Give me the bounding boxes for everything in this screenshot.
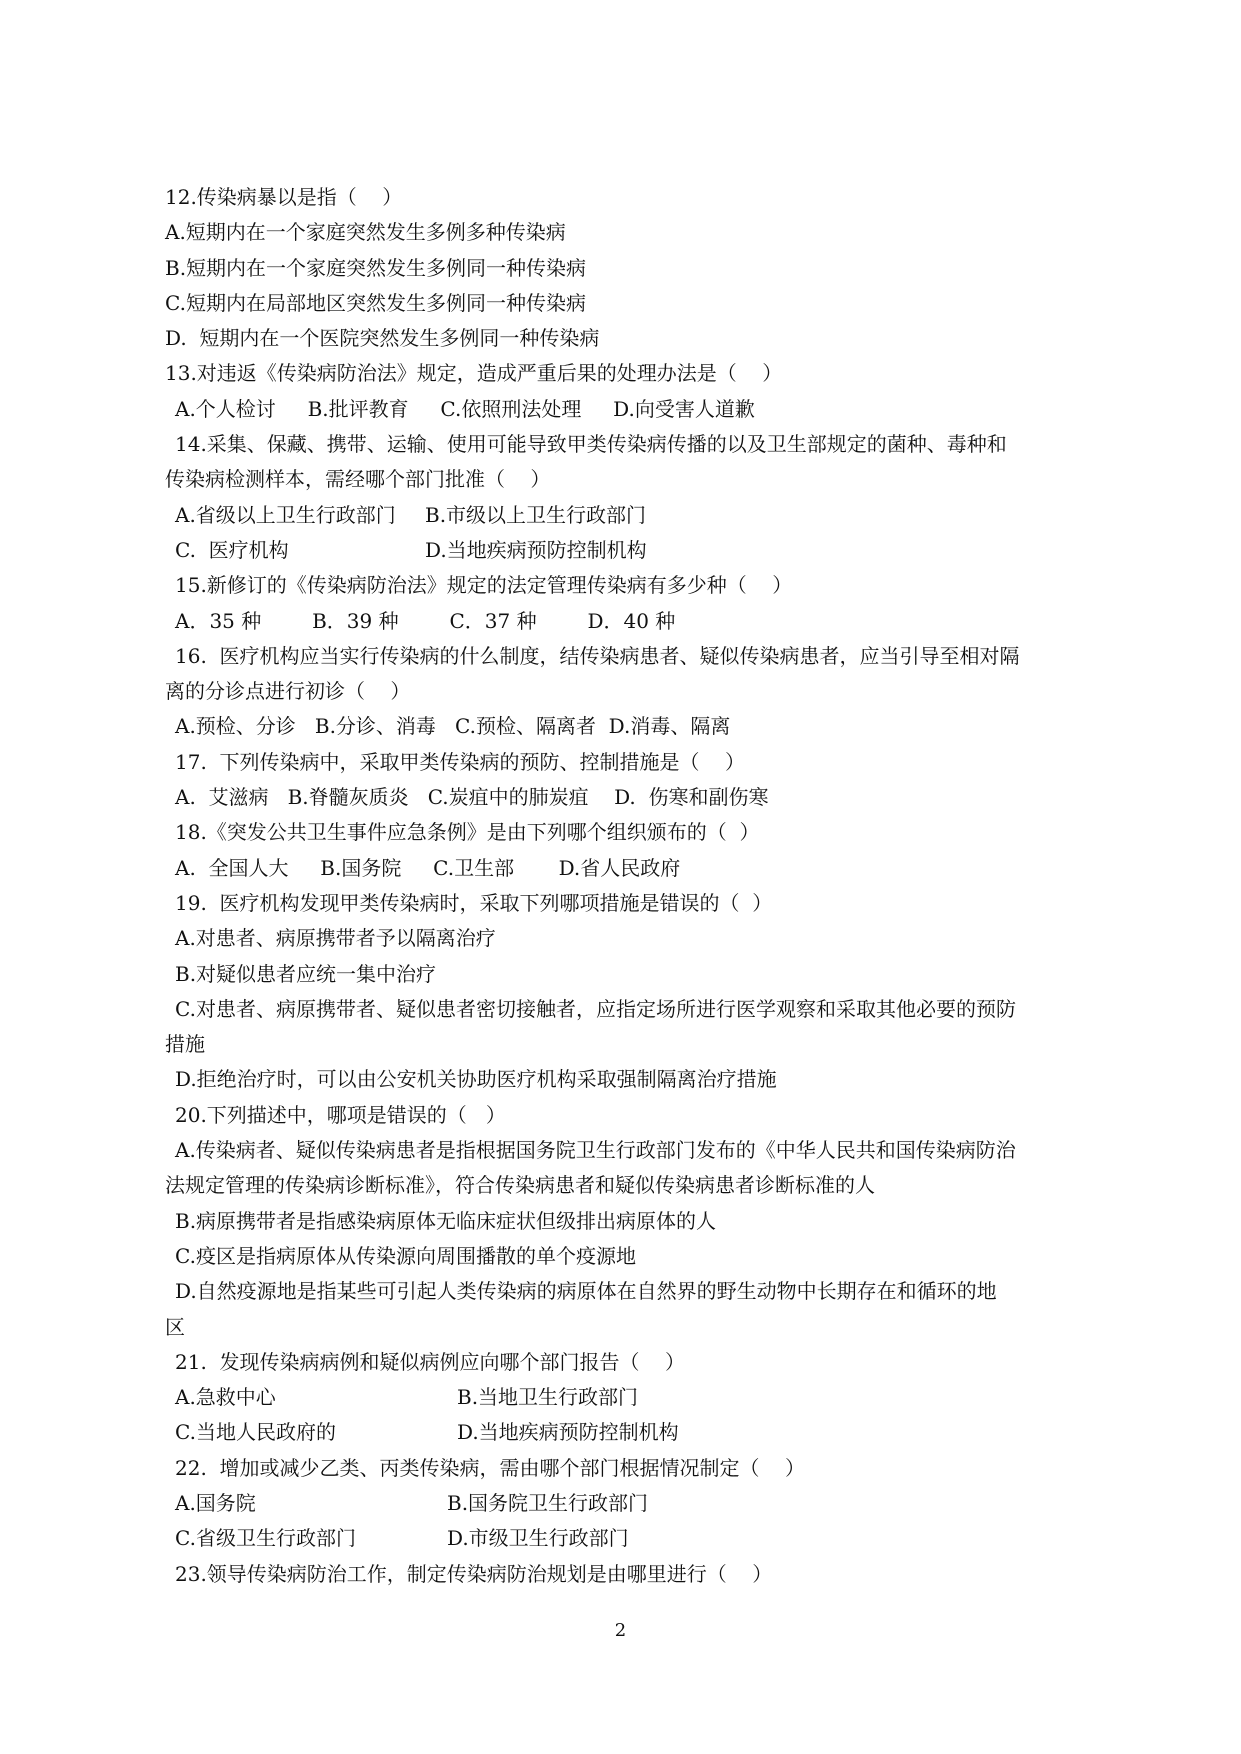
question-14-option-c: C. 医疗机构 <box>175 537 289 562</box>
question-21-options-row-2 <box>165 1415 1095 1450</box>
question-14-stem-line-2: 传染病检测样本，需经哪个部门批准（ ） <box>165 467 551 492</box>
question-18-stem: 18.《突发公共卫生事件应急条例》是由下列哪个组织颁布的（ ） <box>175 820 760 845</box>
question-21-option-a: A.急救中心 <box>175 1385 276 1410</box>
question-12-option-b: B.短期内在一个家庭突然发生多例同一种传染病 <box>165 255 587 280</box>
question-22-option-d: D.市级卫生行政部门 <box>447 1526 629 1551</box>
question-20-option-c: C.疫区是指病原体从传染源向周围播散的单个疫源地 <box>175 1243 636 1268</box>
question-18-options: A. 全国人大 B.国务院 C.卫生部 D.省人民政府 <box>175 855 681 880</box>
question-20-stem: 20.下列描述中，哪项是错误的（ ） <box>175 1102 506 1127</box>
question-15-options: A．35 种 B．39 种 C．37 种 D．40 种 <box>175 608 676 633</box>
question-12-stem: 12.传染病暴以是指（ ） <box>165 185 403 209</box>
question-19-stem: 19. 医疗机构发现甲类传染病时，采取下列哪项措施是错误的（ ） <box>175 890 773 915</box>
question-14-stem-line-1: 14.采集、保藏、携带、运输、使用可能导致甲类传染病传播的以及卫生部规定的菌种、毒种和 <box>175 432 1007 457</box>
question-20-option-a-line-2: 法规定管理的传染病诊断标准》，符合传染病患者和疑似传染病患者诊断标准的人 <box>165 1173 875 1198</box>
question-16-options: A.预检、分诊 B.分诊、消毒 C.预检、隔离者 D.消毒、隔离 <box>175 714 731 739</box>
question-14-option-d: D.当地疾病预防控制机构 <box>425 537 647 562</box>
question-15-stem: 15.新修订的《传染病防治法》规定的法定管理传染病有多少种（ ） <box>175 573 793 598</box>
question-16-stem-line-2: 离的分诊点进行初诊（ ） <box>165 679 411 704</box>
question-20-option-d-line-1: D.自然疫源地是指某些可引起人类传染病的病原体在自然界的野生动物中长期存在和循环的地 <box>175 1279 997 1304</box>
question-list <box>165 180 1095 1592</box>
question-17-options: A. 艾滋病 B.脊髓灰质炎 C.炭疽中的肺炭疽 D. 伤寒和副伤寒 <box>175 785 769 810</box>
question-13-options: A.个人检讨 B.批评教育 C.依照刑法处理 D.向受害人道歉 <box>175 396 755 421</box>
question-22-options-row-1 <box>165 1486 1095 1521</box>
question-21-option-b: B.当地卫生行政部门 <box>457 1385 639 1410</box>
question-22-option-b: B.国务院卫生行政部门 <box>447 1490 649 1515</box>
question-22-option-c: C.省级卫生行政部门 <box>175 1526 356 1551</box>
question-23-stem: 23.领导传染病防治工作，制定传染病防治规划是由哪里进行（ ） <box>175 1561 773 1586</box>
page-number: 2 <box>614 1620 627 1641</box>
question-20-option-a-line-1: A.传染病者、疑似传染病患者是指根据国务院卫生行政部门发布的《中华人民共和国传染病防治 <box>175 1138 1016 1163</box>
question-22-options-row-2 <box>165 1521 1095 1556</box>
question-19-option-d: D.拒绝治疗时，可以由公安机关协助医疗机构采取强制隔离治疗措施 <box>175 1067 777 1092</box>
question-13-stem: 13.对违返《传染病防治法》规定，造成严重后果的处理办法是（ ） <box>165 361 783 386</box>
question-19-option-a: A.对患者、病原携带者予以隔离治疗 <box>175 926 496 951</box>
question-20-option-b: B.病原携带者是指感染病原体无临床症状但级排出病原体的人 <box>175 1208 717 1233</box>
question-19-option-b: B.对疑似患者应统一集中治疗 <box>175 961 437 986</box>
question-16-stem-line-1: 16. 医疗机构应当实行传染病的什么制度，结传染病患者、疑似传染病患者，应当引导至相对隔 <box>175 643 1020 668</box>
question-14-option-b: B.市级以上卫生行政部门 <box>425 502 647 527</box>
question-21-option-d: D.当地疾病预防控制机构 <box>457 1420 679 1445</box>
question-17-stem: 17. 下列传染病中，采取甲类传染病的预防、控制措施是（ ） <box>175 749 745 774</box>
question-14-option-a: A.省级以上卫生行政部门 <box>175 502 396 527</box>
question-19-option-c-line-2: 措施 <box>165 1032 205 1057</box>
question-19-option-c-line-1: C.对患者、病原携带者、疑似患者密切接触者，应指定场所进行医学观察和采取其他必要的预防 <box>175 996 1016 1021</box>
question-21-option-c: C.当地人民政府的 <box>175 1420 336 1445</box>
question-22-stem: 22. 增加或减少乙类、丙类传染病，需由哪个部门根据情况制定（ ） <box>175 1455 805 1480</box>
question-22-option-a: A.国务院 <box>175 1490 256 1515</box>
question-21-stem: 21. 发现传染病病例和疑似病例应向哪个部门报告（ ） <box>175 1349 685 1374</box>
question-21-options-row-1 <box>165 1380 1095 1415</box>
question-12-option-c: C.短期内在局部地区突然发生多例同一种传染病 <box>165 290 586 315</box>
question-20-option-d-line-2: 区 <box>165 1314 185 1339</box>
question-12-option-a: A.短期内在一个家庭突然发生多例多种传染病 <box>165 220 566 245</box>
question-14-options-row-1 <box>165 498 1095 533</box>
question-14-options-row-2 <box>165 533 1095 568</box>
question-12-option-d: D. 短期内在一个医院突然发生多例同一种传染病 <box>165 326 600 351</box>
